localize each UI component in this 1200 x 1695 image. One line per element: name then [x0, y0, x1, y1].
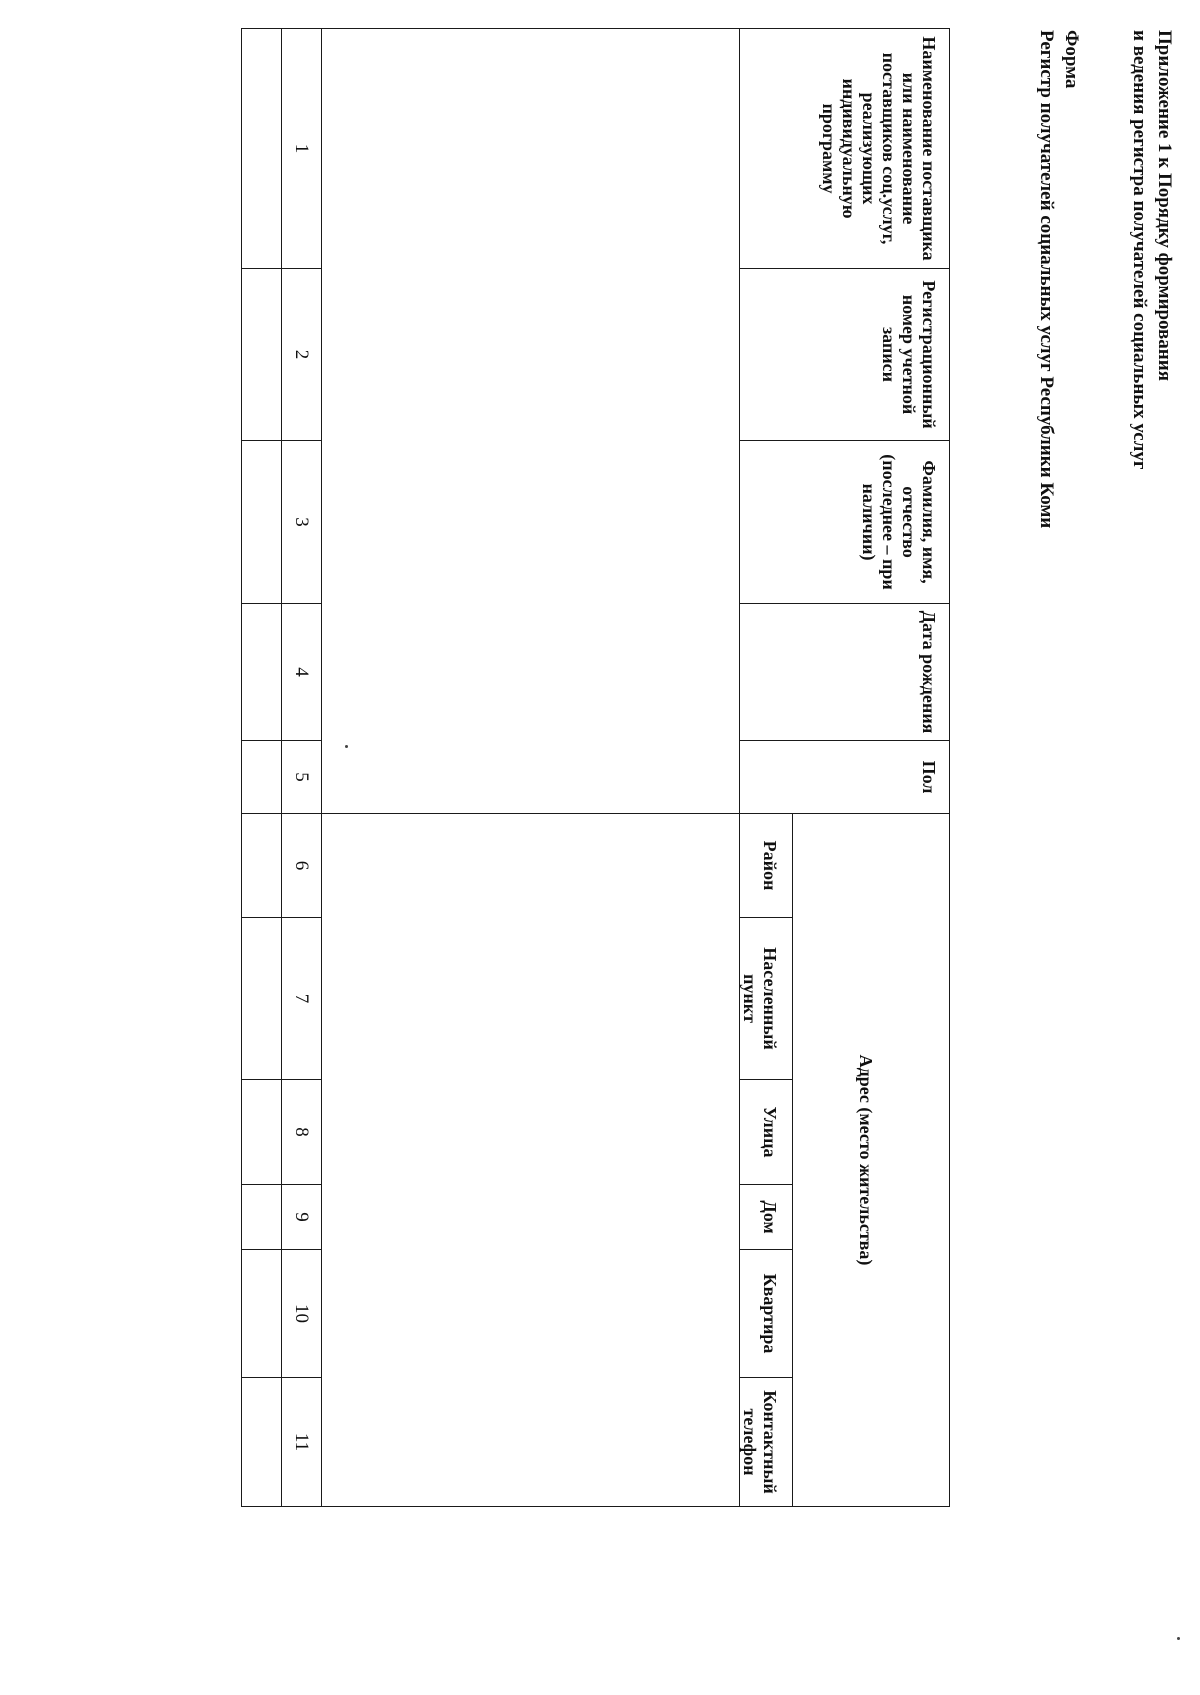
empty-cell: [242, 441, 282, 604]
empty-cell: [242, 814, 282, 918]
header-registration-number: Регистрационный номер учетной записи: [740, 269, 950, 441]
header-phone: Контактный телефон: [740, 1378, 793, 1507]
register-table: [241, 28, 950, 1507]
appendix-line-1: Приложение 1 к Порядку формирования: [1154, 30, 1175, 381]
column-number-5: 5: [282, 741, 322, 814]
header-locality: Населенный пункт: [740, 918, 793, 1080]
header-address-group: Адрес (место жительства): [793, 814, 950, 1507]
table-row-empty: [242, 29, 282, 1507]
column-number-3: 3: [282, 441, 322, 604]
empty-cell: [242, 741, 282, 814]
appendix-line-2: и ведения регистра получателей социальных услуг: [1129, 30, 1150, 470]
empty-cell: [242, 1185, 282, 1250]
column-number-11: 11: [282, 1378, 322, 1507]
column-number-9: 9: [282, 1185, 322, 1250]
column-number-row: [282, 29, 322, 1507]
spacer-left: [322, 29, 740, 814]
header-sex: Пол: [740, 741, 950, 814]
header-apartment: Квартира: [740, 1250, 793, 1378]
header-provider-name: Наименование поставщика или наименование поставщиков соц.услуг, реализующих индивидуальную программу: [740, 29, 950, 269]
register-title: Регистр получателей социальных услуг Республики Коми: [1036, 30, 1057, 529]
scan-speck: [1177, 1637, 1180, 1640]
empty-cell: [242, 1080, 282, 1185]
header-full-name: Фамилия, имя, отчество (последнее – при наличии): [740, 441, 950, 604]
empty-cell: [242, 29, 282, 269]
column-number-7: 7: [282, 918, 322, 1080]
header-street: Улица: [740, 1080, 793, 1185]
header-row-spacer: [322, 29, 740, 1507]
column-number-8: 8: [282, 1080, 322, 1185]
column-number-1: 1: [282, 29, 322, 269]
form-label: Форма: [1061, 30, 1082, 89]
empty-cell: [242, 1378, 282, 1507]
empty-cell: [242, 269, 282, 441]
column-number-10: 10: [282, 1250, 322, 1378]
empty-cell: [242, 604, 282, 741]
header-house: Дом: [740, 1185, 793, 1250]
header-birth-date: Дата рождения: [740, 604, 950, 741]
column-number-2: 2: [282, 269, 322, 441]
column-number-4: 4: [282, 604, 322, 741]
scan-speck: [345, 745, 348, 748]
column-number-6: 6: [282, 814, 322, 918]
empty-cell: [242, 1250, 282, 1378]
empty-cell: [242, 918, 282, 1080]
spacer-right: [322, 814, 740, 1507]
header-row-1: [793, 29, 950, 1507]
header-district: Район: [740, 814, 793, 918]
